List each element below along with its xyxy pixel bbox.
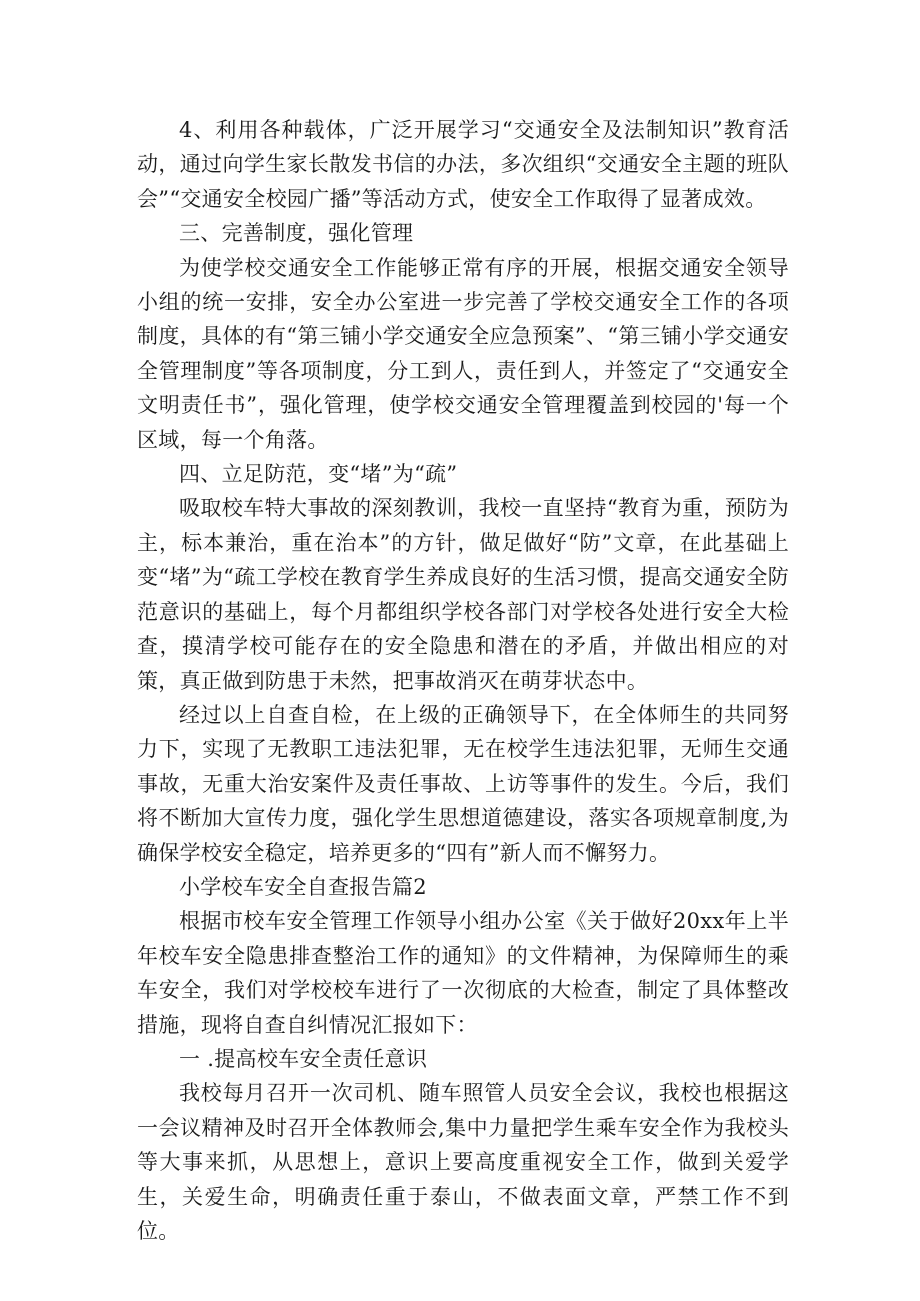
section-heading-1: 一 .提高校车安全责任意识 bbox=[179, 1046, 428, 1071]
document-body bbox=[137, 113, 789, 1248]
report-title-part-2: 小学校车安全自查报告篇2 bbox=[179, 874, 427, 899]
paragraph-report-intro: 根据市校车安全管理工作领导小组办公室《关于做好20xx年上半年校车安全隐患排查整治工作的通知》的文件精神，为保障师生的乘车安全，我们对学校校车进行了一次彻底的大检查，制定了具体整改措施，现将自查自纠情况汇报如下： bbox=[137, 909, 789, 1037]
paragraph-traffic-education: 4、利用各种载体，广泛开展学习“交通安全及法制知识”教育活动，通过向学生家长散发书信的办法，多次组织“交通安全主题的班队会”“交通安全校园广播”等活动方式，使安全工作取得了显著成效。 bbox=[137, 118, 789, 211]
paragraph-regulations: 为使学校交通安全工作能够正常有序的开展，根据交通安全领导小组的统一安排，安全办公室进一步完善了学校交通安全工作的各项制度，具体的有“第三铺小学交通安全应急预案”、“第三铺小学交通安全管理制度”等各项制度，分工到人，责任到人，并签定了“交通安全文明责任书”，强化管理，使学校交通安全管理覆盖到校园的'每一个区域，每一个角落。 bbox=[137, 255, 789, 452]
paragraph-prevention: 吸取校车特大事故的深刻教训，我校一直坚持“教育为重，预防为主，标本兼治，重在治本”的方针，做足做好“防”文章，在此基础上变“堵”为“疏工学校在教育学生养成良好的生活习惯，提高交通安全防范意识的基础上，每个月都组织学校各部门对学校各处进行安全大检查，摸清学校可能存在的安全隐患和潜在的矛盾，并做出相应的对策，真正做到防患于未然，把事故消灭在萌芽状态中。 bbox=[137, 496, 789, 693]
section-heading-3: 三、完善制度，强化管理 bbox=[179, 221, 414, 246]
section-heading-4: 四、立足防范，变“堵”为“疏” bbox=[179, 462, 458, 487]
paragraph-conclusion: 经过以上自查自检，在上级的正确领导下，在全体师生的共同努力下，实现了无教职工违法犯罪，无在校学生违法犯罪，无师生交通事故，无重大治安案件及责任事故、上访等事件的发生。今后，我们将不断加大宣传力度，强化学生思想道德建设，落实各项规章制度,为确保学校安全稳定，培养更多的“四有”新人而不懈努力。 bbox=[137, 702, 789, 865]
paragraph-safety-meetings: 我校每月召开一次司机、随车照管人员安全会议，我校也根据这一会议精神及时召开全体教师会,集中力量把学生乘车安全作为我校头等大事来抓，从思想上，意识上要高度重视安全工作，做到关爱学生，关爱生命，明确责任重于泰山，不做表面文章，严禁工作不到位。 bbox=[137, 1081, 789, 1243]
